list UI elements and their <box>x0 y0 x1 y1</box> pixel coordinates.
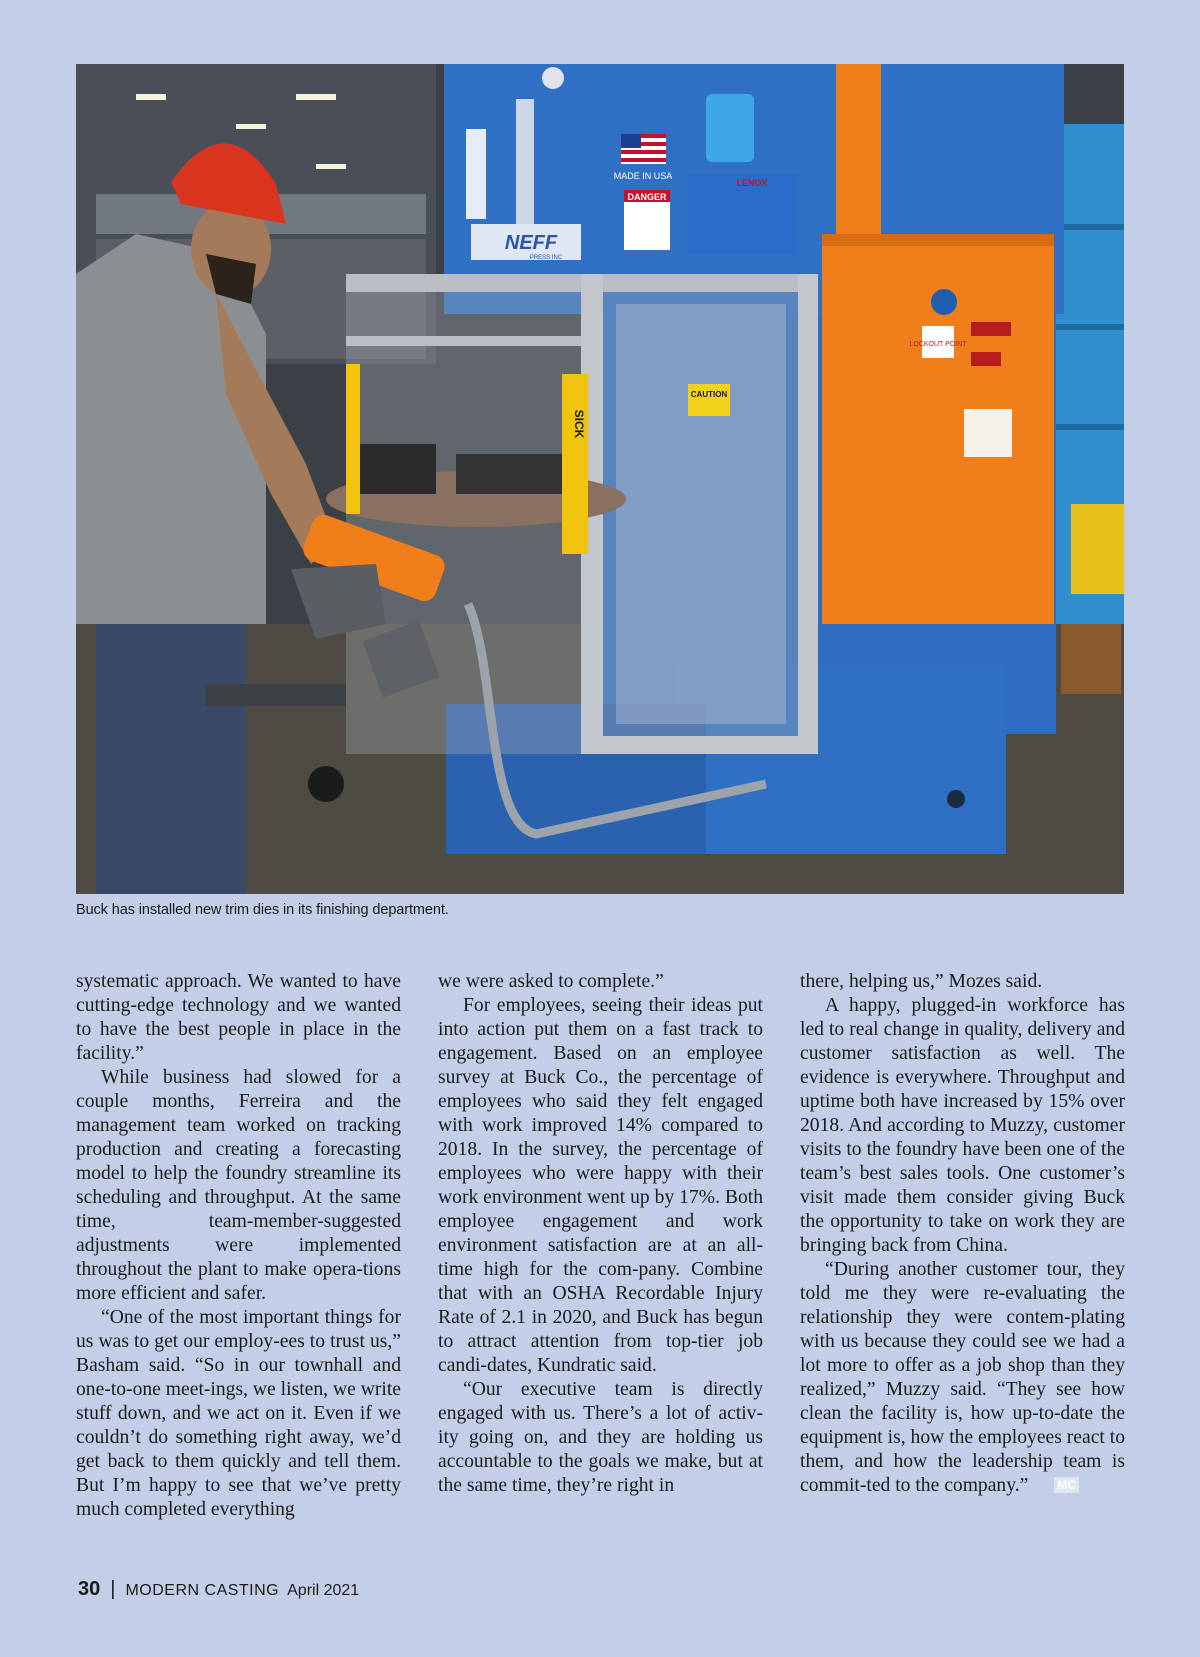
light-curtain <box>562 374 588 554</box>
lenox-label: LENOX <box>736 178 768 188</box>
footer-separator: | <box>110 1578 116 1600</box>
paragraph: we were asked to complete.” <box>438 971 664 992</box>
paragraph: systematic approach. We wanted to have cutting-edge technology and we wanted to have the best people in place in the facility.” <box>76 971 401 1064</box>
lockout-sign: LOCKOUT POINT <box>909 341 967 348</box>
issue-date: April 2021 <box>287 1582 360 1599</box>
article-body <box>76 970 1124 1550</box>
article-column-2 <box>438 970 763 1498</box>
press-machine-illustration <box>76 64 1124 894</box>
page-number: 30 <box>78 1578 101 1600</box>
feature-photo <box>76 64 1124 894</box>
made-in-usa-label: MADE IN USA <box>613 171 673 181</box>
closing-paragraph <box>800 1258 1125 1498</box>
paragraph: A happy, plugged-in workforce has led to real change in quality, delivery and customer satisfaction as well. The evidence is everywhere. Throughput and uptime both have increased by 15% over 2018. And according to Muzzy, customer visits to the foundry have been one of the team’s best sales tools. One customer’s visit made them consider giving Buck the opportunity to take on work they are bringing back from China. <box>800 995 1125 1256</box>
end-mark: MC <box>1054 1477 1079 1493</box>
article-column-3 <box>800 970 1125 1498</box>
closing-paragraph-text: “During another customer tour, they told me they were re-evaluating the relationship they were contem-plating with us because they could see we had a lot more to offer as a job shop than they realized,” Muzzy said. “They see how clean the facility is, how up-to-date the equipment is, how the employees react to them, and how the leadership team is commit-ted to the company.” <box>800 1259 1125 1496</box>
photo-caption: Buck has installed new trim dies in its finishing department. <box>76 902 449 918</box>
sick-label: SICK <box>572 409 586 439</box>
paragraph: “One of the most important things for us was to get our employ-ees to trust us,” Basham said. “So in our townhall and one-to-one meet-ings, we listen, we write stuff down, and we act on it. Even if we couldn’t do something right away, we’d get back to them quickly and tell them. But I’m happy to see that we’ve pretty much completed everything <box>76 1307 401 1520</box>
brand-plate-subtext: PRESS INC <box>529 255 563 261</box>
caution-placard <box>688 384 730 416</box>
article-column-1 <box>76 970 401 1522</box>
paragraph: While business had slowed for a couple months, Ferreira and the management team worked on tracking production and creating a forecasting model to help the foundry streamline its scheduling and throughput. At the same time, team-member-suggested adjustments were implemented throughout the plant to make opera-tions more efficient and safer. <box>76 1067 401 1304</box>
paragraph: “Our executive team is directly engaged with us. There’s a lot of activ-ity going on, and they are holding us accountable to the goals we make, but at the same time, they’re right in <box>438 1379 763 1496</box>
caution-label: CAUTION <box>690 390 728 399</box>
magazine-name: MODERN CASTING <box>125 1582 280 1599</box>
page-footer <box>78 1578 359 1601</box>
paragraph: there, helping us,” Mozes said. <box>800 971 1043 992</box>
danger-label: DANGER <box>627 192 667 202</box>
paragraph: For employees, seeing their ideas put into action put them on a fast track to engagement. Based on an employee survey at Buck Co., the percentage of employees who said they felt engaged with work improved 14% compared to 2018. In the survey, the percentage of employees who were happy with their work environment went up by 17%. Both employee engagement and work environment satisfaction are at an all-time high for the com-pany. Combine that with an OSHA Recordable Injury Rate of 2.1 in 2020, and Buck has begun to attract attention from top-tier job candi-dates, Kundratic said. <box>438 995 763 1376</box>
brand-plate-text: NEFF <box>504 232 558 254</box>
